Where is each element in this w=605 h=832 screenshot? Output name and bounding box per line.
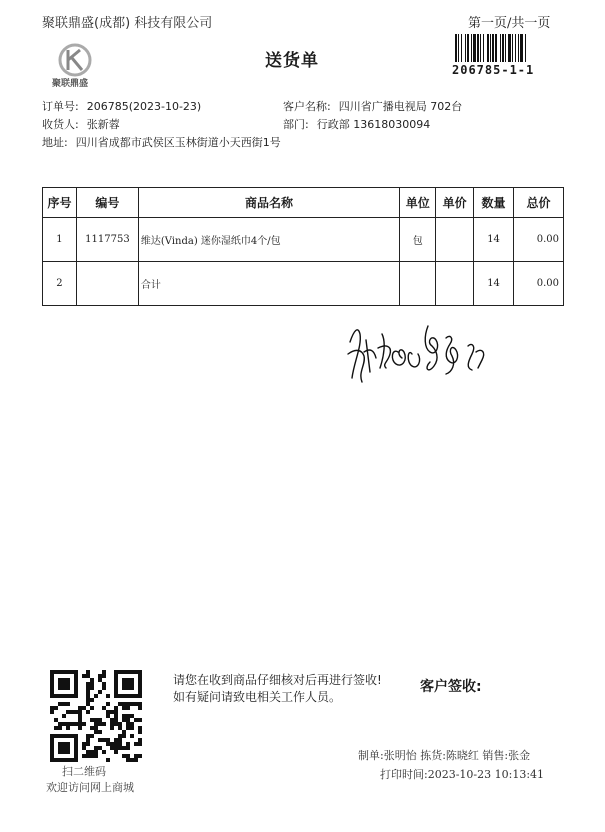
customer-sign-label: 客户签收: — [420, 679, 482, 695]
qr-module — [90, 706, 94, 710]
qr-module — [114, 738, 118, 742]
qr-module — [102, 738, 106, 742]
qr-module — [54, 718, 58, 722]
qr-module — [138, 726, 142, 730]
qr-module — [118, 734, 122, 738]
qr-module — [138, 754, 142, 758]
qr-module — [130, 758, 134, 762]
qr-module — [58, 722, 62, 726]
qr-module — [82, 742, 86, 746]
qr-module — [138, 730, 142, 734]
qr-module — [126, 742, 130, 746]
qr-module — [62, 722, 66, 726]
qr-module — [70, 722, 74, 726]
qr-module — [106, 758, 110, 762]
qr-module — [106, 710, 110, 714]
qr-module — [110, 718, 114, 722]
cell-unit — [400, 262, 436, 306]
qr-module — [126, 718, 130, 722]
cell-seq: 2 — [43, 262, 77, 306]
qr-module — [130, 722, 134, 726]
qr-module — [86, 670, 90, 674]
department-label: 部门: — [283, 118, 309, 131]
qr-module — [110, 746, 114, 750]
cell-product-name: 维达(Vinda) 迷你湿纸巾4个/包 — [138, 218, 399, 262]
qr-module — [118, 746, 122, 750]
qr-module — [78, 722, 82, 726]
qr-module — [102, 750, 106, 754]
qr-label-scan: 扫二维码 — [62, 765, 106, 778]
customer-name-label: 客户名称: — [283, 100, 331, 113]
qr-module — [110, 742, 114, 746]
header-price: 单价 — [436, 188, 474, 218]
qr-module — [90, 750, 94, 754]
customer-name-value: 四川省广播电视局 702台 — [338, 100, 463, 113]
qr-module — [130, 714, 134, 718]
qr-module — [82, 674, 86, 678]
page-info: 第一页/共一页 — [468, 16, 551, 31]
header-total: 总价 — [514, 188, 564, 218]
cell-total: 0.00 — [514, 218, 564, 262]
receiver-label: 收货人: — [42, 118, 79, 131]
document-title: 送货单 — [265, 51, 319, 71]
qr-module — [66, 726, 70, 730]
header-product-name: 商品名称 — [138, 188, 399, 218]
qr-module — [118, 702, 122, 706]
qr-module — [126, 702, 130, 706]
qr-module — [114, 742, 118, 746]
qr-module — [58, 678, 70, 690]
qr-module — [94, 754, 98, 758]
qr-module — [94, 746, 98, 750]
qr-module — [82, 722, 86, 726]
qr-module — [126, 726, 130, 730]
qr-module — [110, 722, 114, 726]
qr-module — [86, 698, 90, 702]
company-name: 聚联鼎盛(成都) 科技有限公司 — [42, 16, 213, 31]
department — [283, 116, 430, 132]
cell-price — [436, 262, 474, 306]
qr-module — [62, 702, 66, 706]
qr-code — [50, 670, 142, 762]
customer-name — [283, 98, 462, 114]
qr-module — [90, 686, 94, 690]
qr-module — [122, 754, 126, 758]
qr-module — [66, 722, 70, 726]
qr-module — [134, 758, 138, 762]
qr-module — [90, 718, 94, 722]
qr-module — [122, 746, 126, 750]
qr-module — [66, 710, 70, 714]
qr-module — [98, 730, 102, 734]
qr-module — [86, 738, 90, 742]
receiver — [42, 116, 120, 132]
qr-module — [98, 722, 102, 726]
qr-module — [94, 722, 98, 726]
qr-module — [114, 746, 118, 750]
qr-module — [110, 726, 114, 730]
barcode — [455, 34, 561, 62]
qr-module — [122, 706, 126, 710]
qr-module — [66, 702, 70, 706]
qr-module — [122, 678, 134, 690]
qr-module — [106, 738, 110, 742]
header-quantity: 数量 — [474, 188, 514, 218]
header-seq: 序号 — [43, 188, 77, 218]
qr-module — [98, 678, 102, 682]
qr-module — [62, 714, 66, 718]
handwritten-signature — [340, 312, 500, 387]
qr-module — [98, 738, 102, 742]
qr-module — [86, 682, 90, 686]
qr-module — [126, 758, 130, 762]
qr-module — [58, 742, 70, 754]
staff-line: 制单:张明怡 拣货:陈晓红 销售:张金 — [358, 749, 531, 762]
qr-module — [114, 722, 118, 726]
qr-module — [86, 686, 90, 690]
qr-module — [90, 698, 94, 702]
qr-module — [90, 754, 94, 758]
qr-module — [90, 734, 94, 738]
cell-code: 1117753 — [76, 218, 138, 262]
qr-module — [134, 718, 138, 722]
qr-module — [58, 726, 62, 730]
cell-price — [436, 218, 474, 262]
qr-module — [50, 706, 54, 710]
qr-module — [106, 742, 110, 746]
cell-total: 0.00 — [514, 262, 564, 306]
qr-module — [102, 722, 106, 726]
qr-module — [134, 742, 138, 746]
qr-module — [94, 694, 98, 698]
qr-module — [102, 674, 106, 678]
qr-module — [122, 718, 126, 722]
order-number-value: 206785(2023-10-23) — [86, 100, 202, 113]
qr-module — [98, 674, 102, 678]
qr-module — [86, 674, 90, 678]
qr-module — [138, 706, 142, 710]
qr-module — [114, 714, 118, 718]
qr-module — [78, 726, 82, 730]
qr-module — [118, 726, 122, 730]
qr-module — [122, 730, 126, 734]
department-value: 行政部 13618030094 — [316, 118, 431, 131]
barcode-bar — [525, 34, 526, 62]
cell-quantity: 14 — [474, 218, 514, 262]
qr-module — [118, 742, 122, 746]
qr-module — [86, 690, 90, 694]
qr-module — [86, 694, 90, 698]
qr-module — [90, 726, 94, 730]
cell-seq: 1 — [43, 218, 77, 262]
logo-text: 聚联鼎盛 — [52, 79, 89, 89]
items-table — [42, 187, 564, 306]
qr-module — [86, 742, 90, 746]
order-number — [42, 98, 201, 114]
qr-module — [118, 722, 122, 726]
qr-module — [106, 702, 110, 706]
qr-module — [138, 702, 142, 706]
barcode-number: 206785-1-1 — [452, 63, 535, 77]
qr-module — [102, 686, 106, 690]
qr-module — [86, 702, 90, 706]
cell-product-name: 合计 — [138, 262, 399, 306]
print-time: 打印时间:2023-10-23 10:13:41 — [380, 768, 545, 781]
header-code: 编号 — [76, 188, 138, 218]
table-row — [43, 262, 564, 306]
qr-module — [114, 718, 118, 722]
header-unit: 单位 — [400, 188, 436, 218]
cell-code — [76, 262, 138, 306]
qr-module — [98, 690, 102, 694]
qr-label-visit: 欢迎访问网上商城 — [46, 781, 134, 794]
qr-module — [134, 702, 138, 706]
qr-module — [114, 706, 118, 710]
qr-module — [94, 730, 98, 734]
qr-module — [54, 726, 58, 730]
qr-module — [82, 754, 86, 758]
qr-module — [118, 738, 122, 742]
notice-text: 请您在收到商品仔细核对后再进行签收!如有疑问请致电相关工作人员。 — [173, 673, 382, 704]
qr-module — [130, 734, 134, 738]
qr-module — [126, 754, 130, 758]
qr-module — [78, 706, 82, 710]
qr-module — [138, 718, 142, 722]
qr-module — [78, 710, 82, 714]
address-label: 地址: — [42, 136, 68, 149]
table-header-row — [43, 188, 564, 218]
qr-module — [130, 726, 134, 730]
qr-module — [126, 722, 130, 726]
table-row — [43, 218, 564, 262]
qr-module — [102, 682, 106, 686]
qr-module — [58, 702, 62, 706]
qr-module — [122, 702, 126, 706]
qr-module — [74, 710, 78, 714]
qr-module — [82, 706, 86, 710]
qr-module — [50, 710, 54, 714]
qr-module — [94, 750, 98, 754]
qr-module — [130, 702, 134, 706]
qr-module — [106, 694, 110, 698]
qr-module — [74, 722, 78, 726]
qr-module — [138, 738, 142, 742]
qr-module — [110, 710, 114, 714]
address — [42, 134, 281, 150]
qr-module — [90, 678, 94, 682]
cell-quantity: 14 — [474, 262, 514, 306]
qr-module — [82, 746, 86, 750]
qr-module — [78, 714, 82, 718]
qr-module — [94, 718, 98, 722]
qr-module — [126, 706, 130, 710]
qr-module — [86, 734, 90, 738]
qr-module — [102, 670, 106, 674]
qr-module — [70, 710, 74, 714]
qr-module — [138, 742, 142, 746]
qr-module — [86, 750, 90, 754]
qr-module — [90, 682, 94, 686]
qr-module — [86, 754, 90, 758]
qr-module — [122, 714, 126, 718]
cell-unit: 包 — [400, 218, 436, 262]
order-number-label: 订单号: — [42, 100, 79, 113]
qr-module — [86, 710, 90, 714]
qr-module — [126, 714, 130, 718]
qr-module — [126, 746, 130, 750]
qr-module — [94, 726, 98, 730]
qr-module — [54, 706, 58, 710]
qr-module — [106, 714, 110, 718]
qr-module — [98, 746, 102, 750]
qr-module — [114, 710, 118, 714]
address-value: 四川省成都市武侯区玉林街道小天西街1号 — [75, 136, 281, 149]
qr-module — [122, 734, 126, 738]
qr-module — [102, 706, 106, 710]
qr-module — [114, 750, 118, 754]
qr-module — [134, 754, 138, 758]
qr-module — [78, 718, 82, 722]
receiver-value: 张新蓉 — [86, 118, 120, 131]
qr-module — [98, 718, 102, 722]
